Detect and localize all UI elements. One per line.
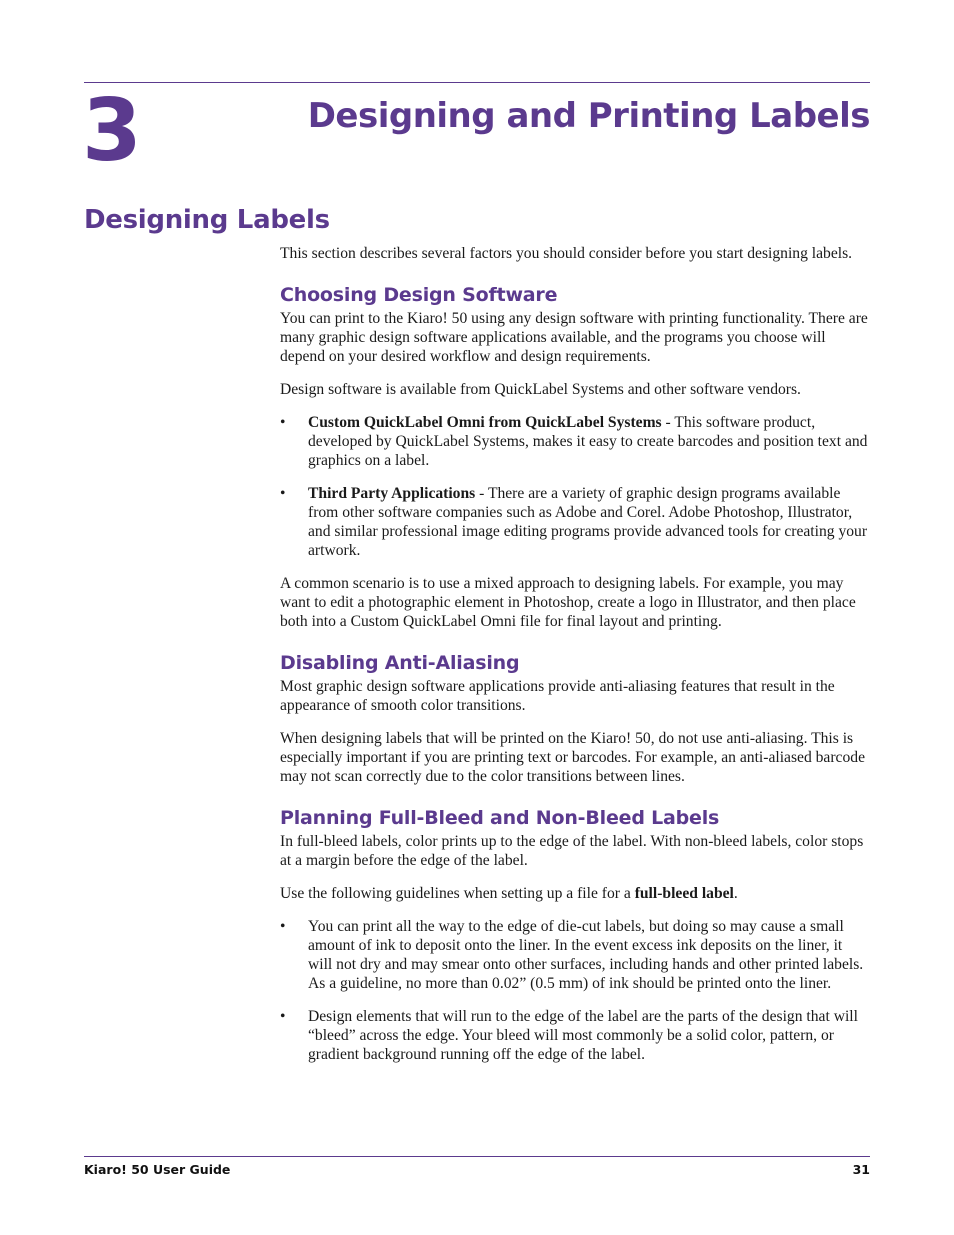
software-list bbox=[280, 413, 870, 560]
heading-choosing-software: Choosing Design Software bbox=[280, 284, 558, 306]
paragraph: You can print to the Kiaro! 50 using any design software with printing functionality. There are many graphic design software applications available, and the programs you choose will depend on your desired workflow and design requirements. bbox=[280, 310, 868, 365]
list-item-term: Custom QuickLabel Omni from QuickLabel Systems bbox=[308, 414, 662, 431]
page-number: 31 bbox=[852, 1162, 870, 1177]
paragraph-emphasis: full-bleed label bbox=[634, 885, 734, 902]
paragraph: Most graphic design software applications provide anti-aliasing features that result in the appearance of smooth color transitions. bbox=[280, 678, 835, 714]
paragraph: A common scenario is to use a mixed approach to designing labels. For example, you may want to edit a photographic element in Photoshop, create a logo in Illustrator, and then place both into a Custom QuickLabel Omni file for final layout and printing. bbox=[280, 575, 856, 630]
main-content bbox=[280, 244, 870, 1078]
paragraph: When designing labels that will be printed on the Kiaro! 50, do not use anti-aliasing. This is especially important if you are printing text or barcodes. For example, an anti-aliased barcode may not scan correctly due to the color transitions between lines. bbox=[280, 730, 865, 785]
section-intro: This section describes several factors you should consider before you start designing labels. bbox=[280, 245, 853, 262]
footer-guide-title: Kiaro! 50 User Guide bbox=[84, 1162, 231, 1177]
list-item-text: - This software product, developed by QuickLabel Systems, makes it easy to create barcodes and position text and graphics on a label. bbox=[308, 414, 868, 469]
paragraph bbox=[280, 884, 870, 903]
list-item bbox=[280, 484, 870, 560]
heading-bleed-labels: Planning Full-Bleed and Non-Bleed Labels bbox=[280, 807, 720, 829]
footer-rule bbox=[84, 1156, 870, 1157]
bullet-icon: • bbox=[280, 1008, 286, 1025]
bullet-icon: • bbox=[280, 485, 286, 502]
paragraph: Design software is available from QuickLabel Systems and other software vendors. bbox=[280, 381, 801, 398]
paragraph: In full-bleed labels, color prints up to the edge of the label. With non-bleed labels, color stops at a margin before the edge of the label. bbox=[280, 833, 864, 869]
heading-anti-aliasing: Disabling Anti-Aliasing bbox=[280, 652, 520, 674]
top-rule bbox=[84, 82, 870, 83]
paragraph-text: . bbox=[733, 885, 738, 902]
list-item bbox=[280, 1007, 870, 1064]
list-item-text: - There are a variety of graphic design programs available from other software companies such as Adobe and Corel. Adobe Photoshop, Illustrator, and similar professional image editing programs provide advanced tools for creating your artwork. bbox=[308, 485, 868, 559]
bleed-guidelines-list bbox=[280, 917, 870, 1064]
bullet-icon: • bbox=[280, 414, 286, 431]
bullet-icon: • bbox=[280, 918, 286, 935]
list-item-text: You can print all the way to the edge of die-cut labels, but doing so may cause a small amount of ink to deposit onto the liner. In the event excess ink deposits on the liner, it will not dry and may smear onto other surfaces, including hands and other printed labels. As a guideline, no more than 0.02” (0.5 mm) of ink should be printed onto the liner. bbox=[308, 918, 864, 992]
chapter-title: Designing and Printing Labels bbox=[307, 96, 870, 136]
list-item bbox=[280, 413, 870, 470]
list-item-text: Design elements that will run to the edge of the label are the parts of the design that will “bleed” across the edge. Your bleed will most commonly be a solid color, pattern, or gradient background running off the edge of the label. bbox=[308, 1008, 858, 1063]
list-item bbox=[280, 917, 870, 993]
paragraph-text: Use the following guidelines when setting up a file for a bbox=[280, 885, 635, 902]
section-title: Designing Labels bbox=[84, 205, 330, 235]
list-item-term: Third Party Applications bbox=[308, 485, 476, 502]
chapter-number: 3 bbox=[82, 81, 140, 181]
